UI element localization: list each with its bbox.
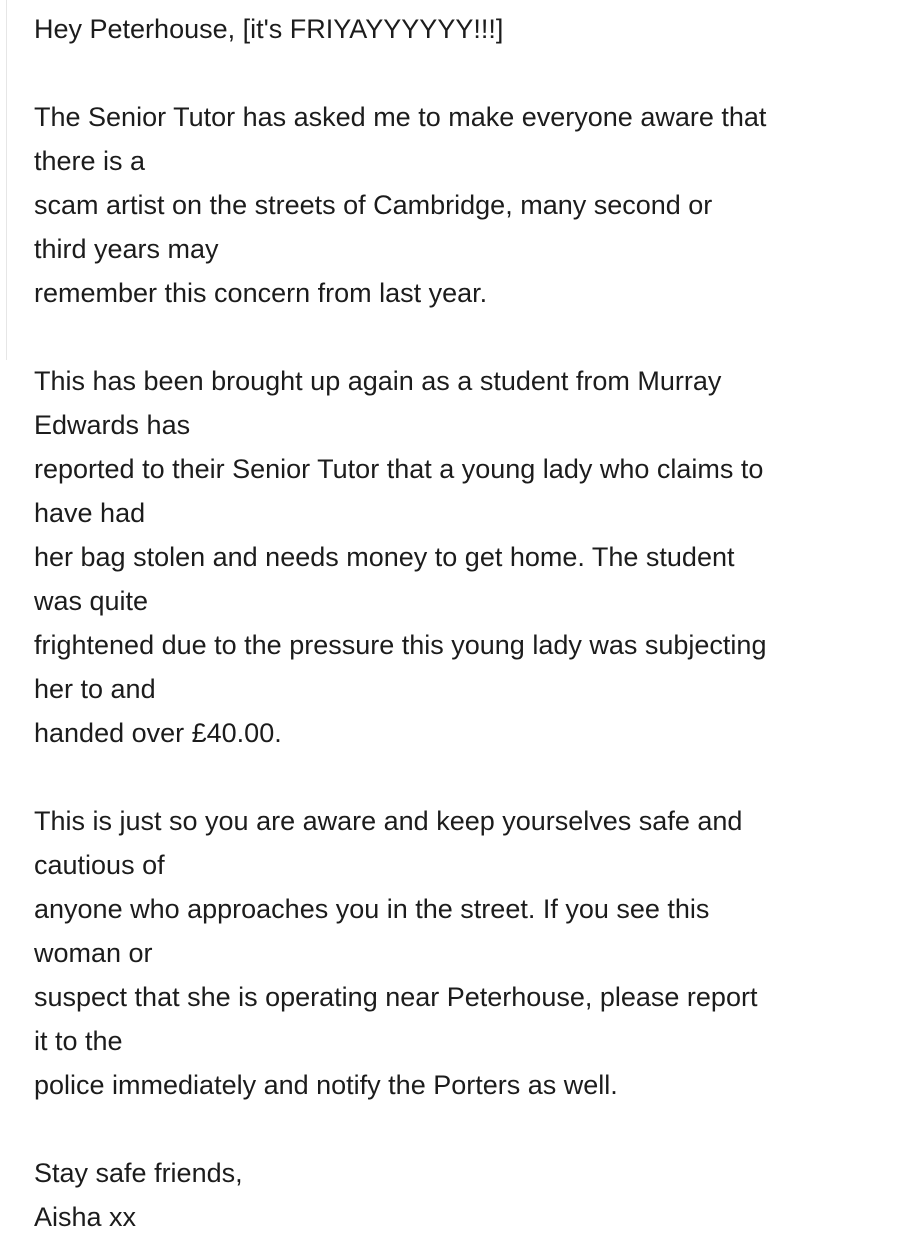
signoff-line: Stay safe friends,	[34, 1158, 243, 1188]
paragraph-incident-report	[34, 359, 884, 755]
paragraph-spacer	[34, 51, 884, 95]
text-line: her to and	[34, 674, 156, 704]
text-line: frightened due to the pressure this young lady was subjecting	[34, 630, 767, 660]
text-line: police immediately and notify the Porters as well.	[34, 1070, 618, 1100]
text-line: scam artist on the streets of Cambridge, many second or	[34, 190, 713, 220]
text-line: reported to their Senior Tutor that a young lady who claims to	[34, 454, 764, 484]
paragraph-safety-advice	[34, 799, 884, 1107]
paragraph-spacer	[34, 1107, 884, 1151]
paragraph-scam-warning	[34, 95, 884, 315]
text-line: This has been brought up again as a student from Murray	[34, 366, 722, 396]
text-line: cautious of	[34, 850, 165, 880]
text-line: handed over £40.00.	[34, 718, 282, 748]
text-line: her bag stolen and needs money to get home. The student	[34, 542, 735, 572]
text-line: anyone who approaches you in the street. If you see this	[34, 894, 710, 924]
left-border-line	[6, 0, 7, 360]
text-line: remember this concern from last year.	[34, 278, 488, 308]
text-line: have had	[34, 498, 146, 528]
text-line: was quite	[34, 586, 149, 616]
text-line: there is a	[34, 146, 146, 176]
paragraph-spacer	[34, 755, 884, 799]
text-line: The Senior Tutor has asked me to make everyone aware that	[34, 102, 767, 132]
text-line: third years may	[34, 234, 219, 264]
paragraph-spacer	[34, 315, 884, 359]
text-line: suspect that she is operating near Peterhouse, please report	[34, 982, 758, 1012]
text-line: woman or	[34, 938, 153, 968]
text-line: Edwards has	[34, 410, 191, 440]
text-line: it to the	[34, 1026, 123, 1056]
text-line: This is just so you are aware and keep yourselves safe and	[34, 806, 743, 836]
message-body	[34, 7, 884, 1239]
greeting-line: Hey Peterhouse, [it's FRIYAYYYYYY!!!]	[34, 14, 504, 44]
signature-line: Aisha xx	[34, 1202, 137, 1232]
